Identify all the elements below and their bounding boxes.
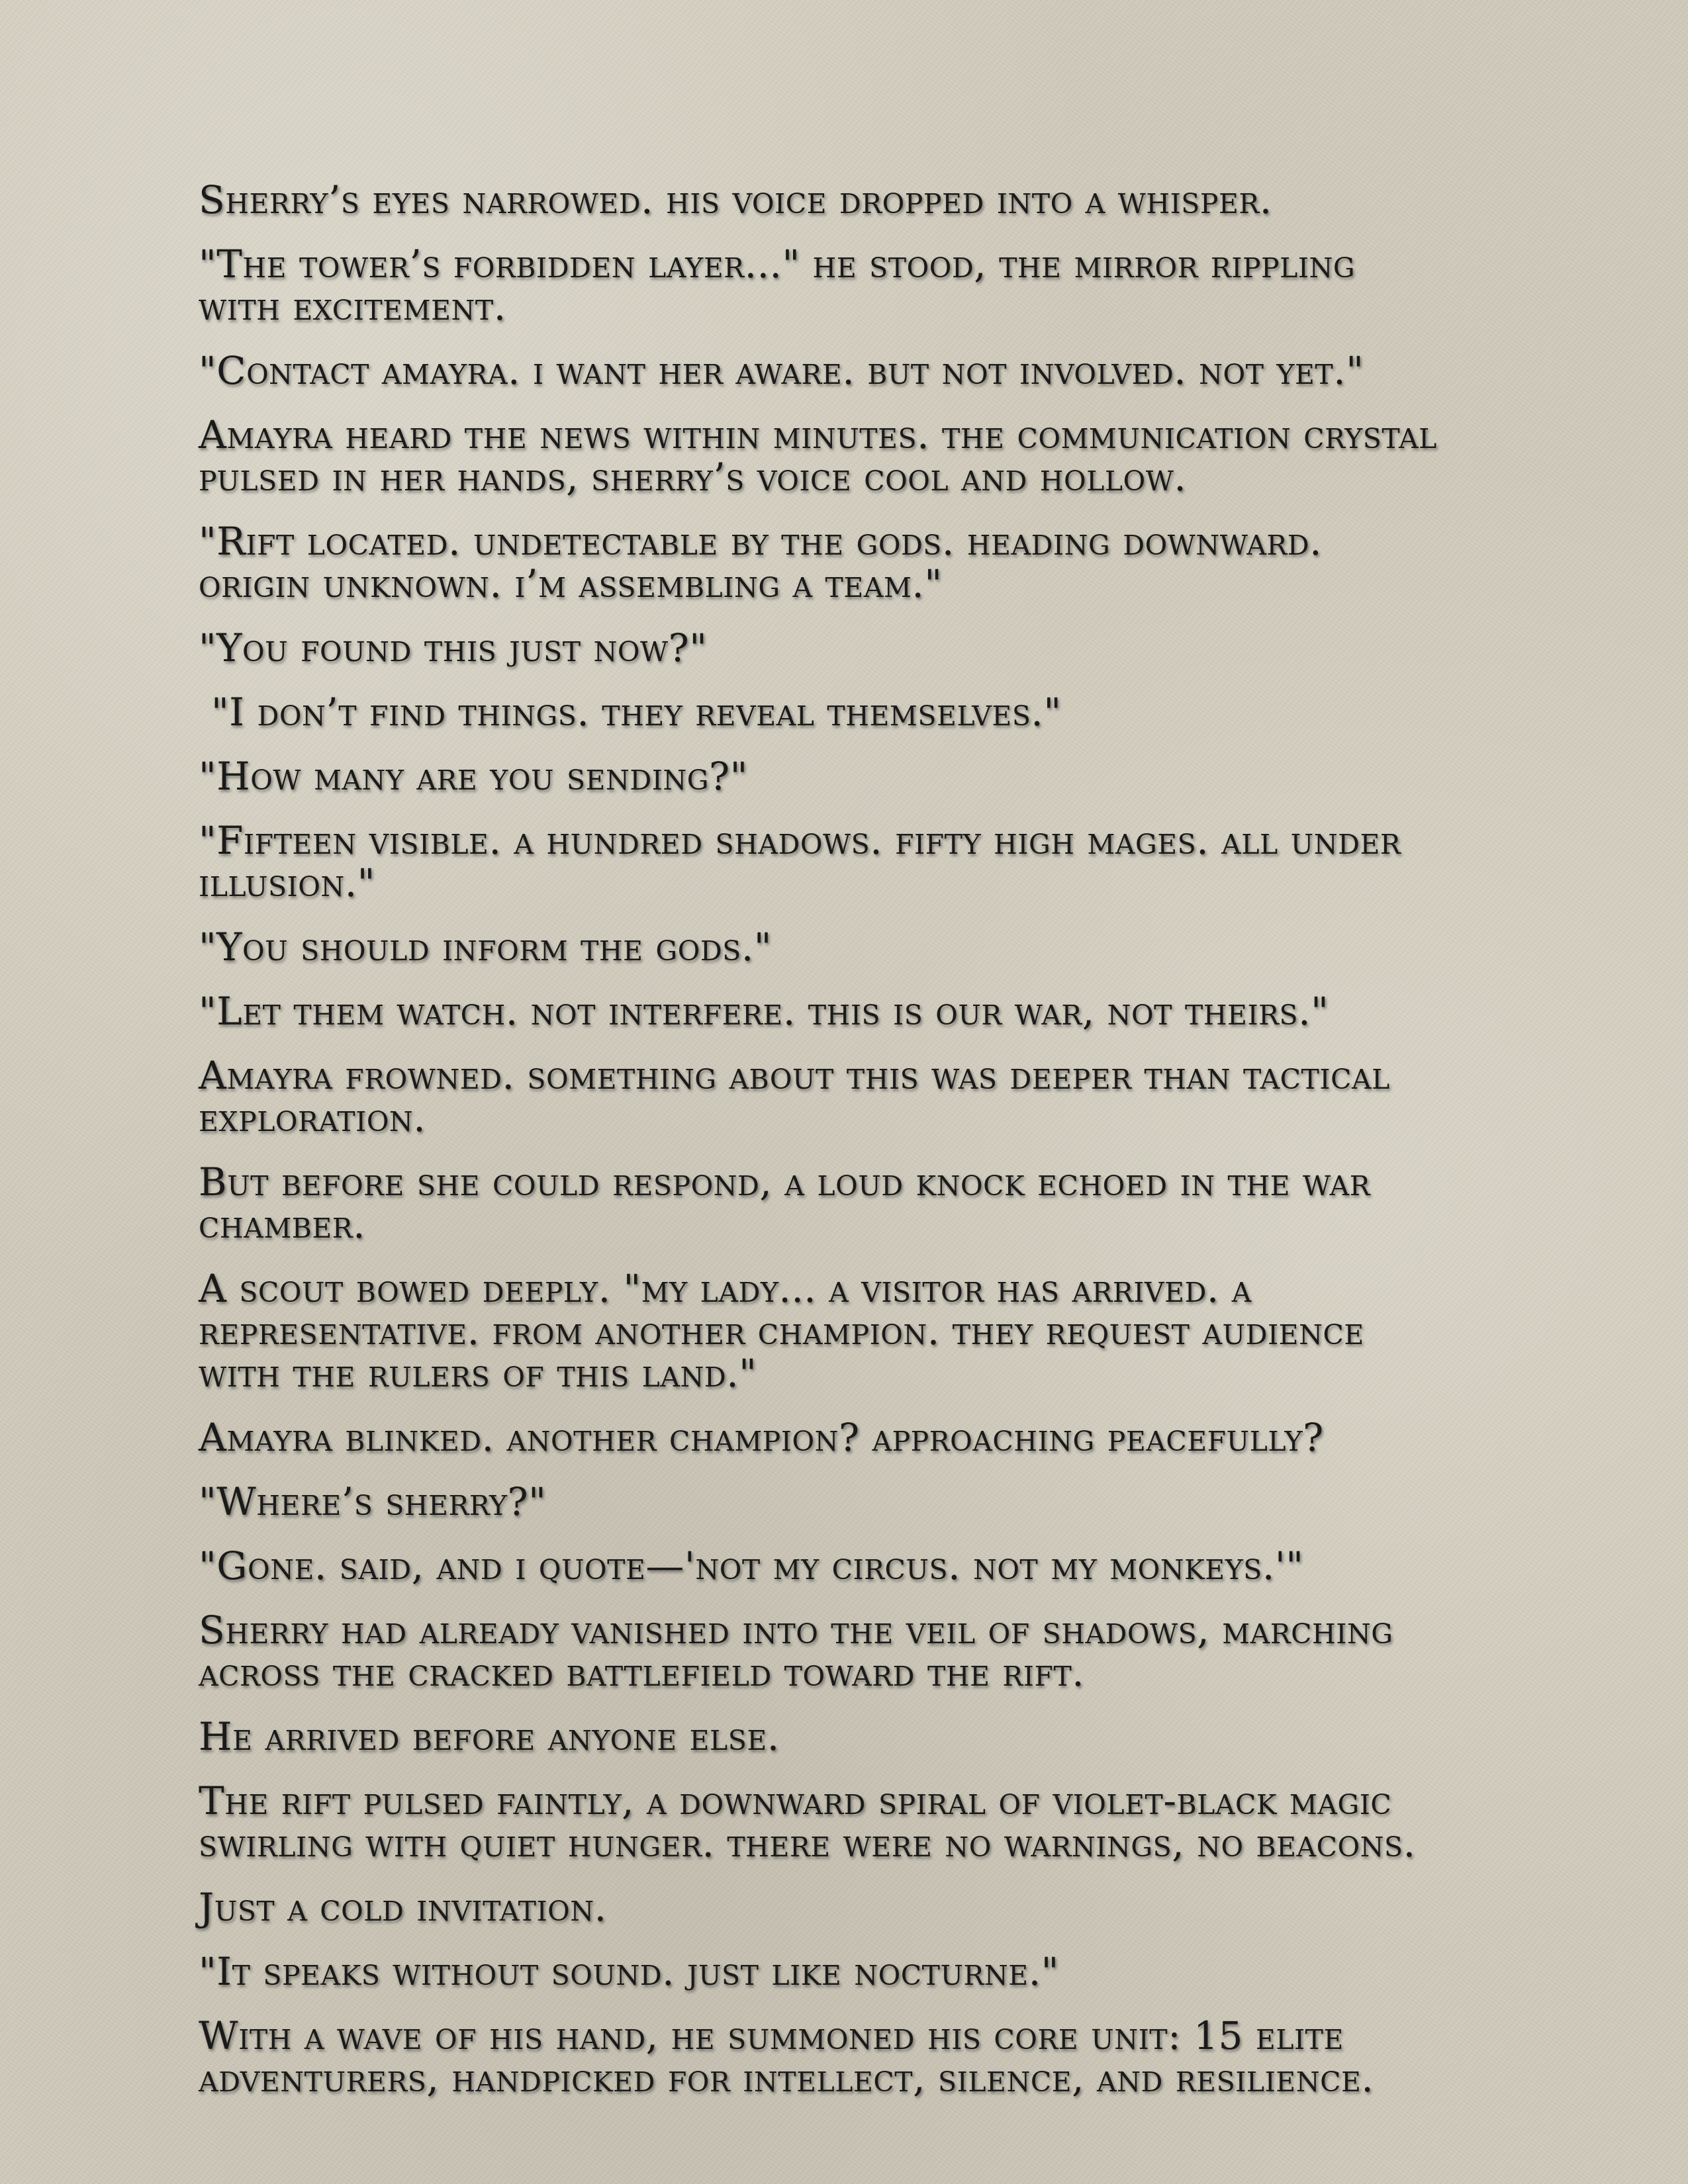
paragraph: He arrived before anyone else. (199, 1714, 780, 1759)
paragraph: With a wave of his hand, he summoned his core unit: 15 elite adventurers, handpicked for intellect, silence, and resilience. (199, 2013, 1374, 2101)
paragraph: "Let them watch. not interfere. this is our war, not theirs." (199, 989, 1329, 1034)
paragraph: "Where’s sherry?" (199, 1479, 547, 1524)
document-page (199, 177, 1450, 2121)
paragraph: "You should inform the gods." (199, 925, 772, 970)
paragraph: "Fifteen visible. a hundred shadows. fifty high mages. all under illusion." (199, 818, 1414, 905)
paragraph: The rift pulsed faintly, a downward spiral of violet-black magic swirling with quiet hunger. there were no warnings, no beacons. (199, 1778, 1416, 1866)
paragraph: "Rift located. undetectable by the gods. heading downward. origin unknown. i’m assembling a team." (199, 519, 1335, 606)
paragraph: Amayra frowned. something about this was deeper than tactical exploration. (199, 1053, 1403, 1140)
paragraph: Just a cold invitation. (199, 1885, 607, 1930)
paragraph: "You found this just now?" (199, 625, 708, 670)
paragraph: "How many are you sending?" (199, 754, 748, 799)
paragraph: "It speaks without sound. just like nocturne." (199, 1949, 1059, 1994)
paragraph: But before she could respond, a loud knock echoed in the war chamber. (199, 1160, 1383, 1247)
paragraph: Amayra blinked. another champion? approaching peacefully? (199, 1415, 1324, 1460)
paragraph: Amayra heard the news within minutes. the communication crystal pulsed in her hands, sherry’s voice cool and hollow. (199, 412, 1450, 500)
paragraph: "Contact amayra. i want her aware. but not involved. not yet." (199, 348, 1364, 393)
paragraph: "The tower’s forbidden layer..." he stood, the mirror rippling with excitement. (199, 242, 1368, 329)
paragraph: Sherry’s eyes narrowed. his voice dropped into a whisper. (199, 177, 1272, 222)
paragraph: "I don’t find things. they reveal themselves." (199, 690, 1062, 735)
paragraph: Sherry had already vanished into the veil of shadows, marching across the cracked battlefield toward the rift. (199, 1608, 1406, 1695)
paragraph: "Gone. said, and i quote—'not my circus. not my monkeys.'" (199, 1543, 1304, 1588)
paragraph: A scout bowed deeply. "my lady... a visitor has arrived. a representative. from another champion. they request audience with the rulers of this land." (199, 1266, 1377, 1396)
